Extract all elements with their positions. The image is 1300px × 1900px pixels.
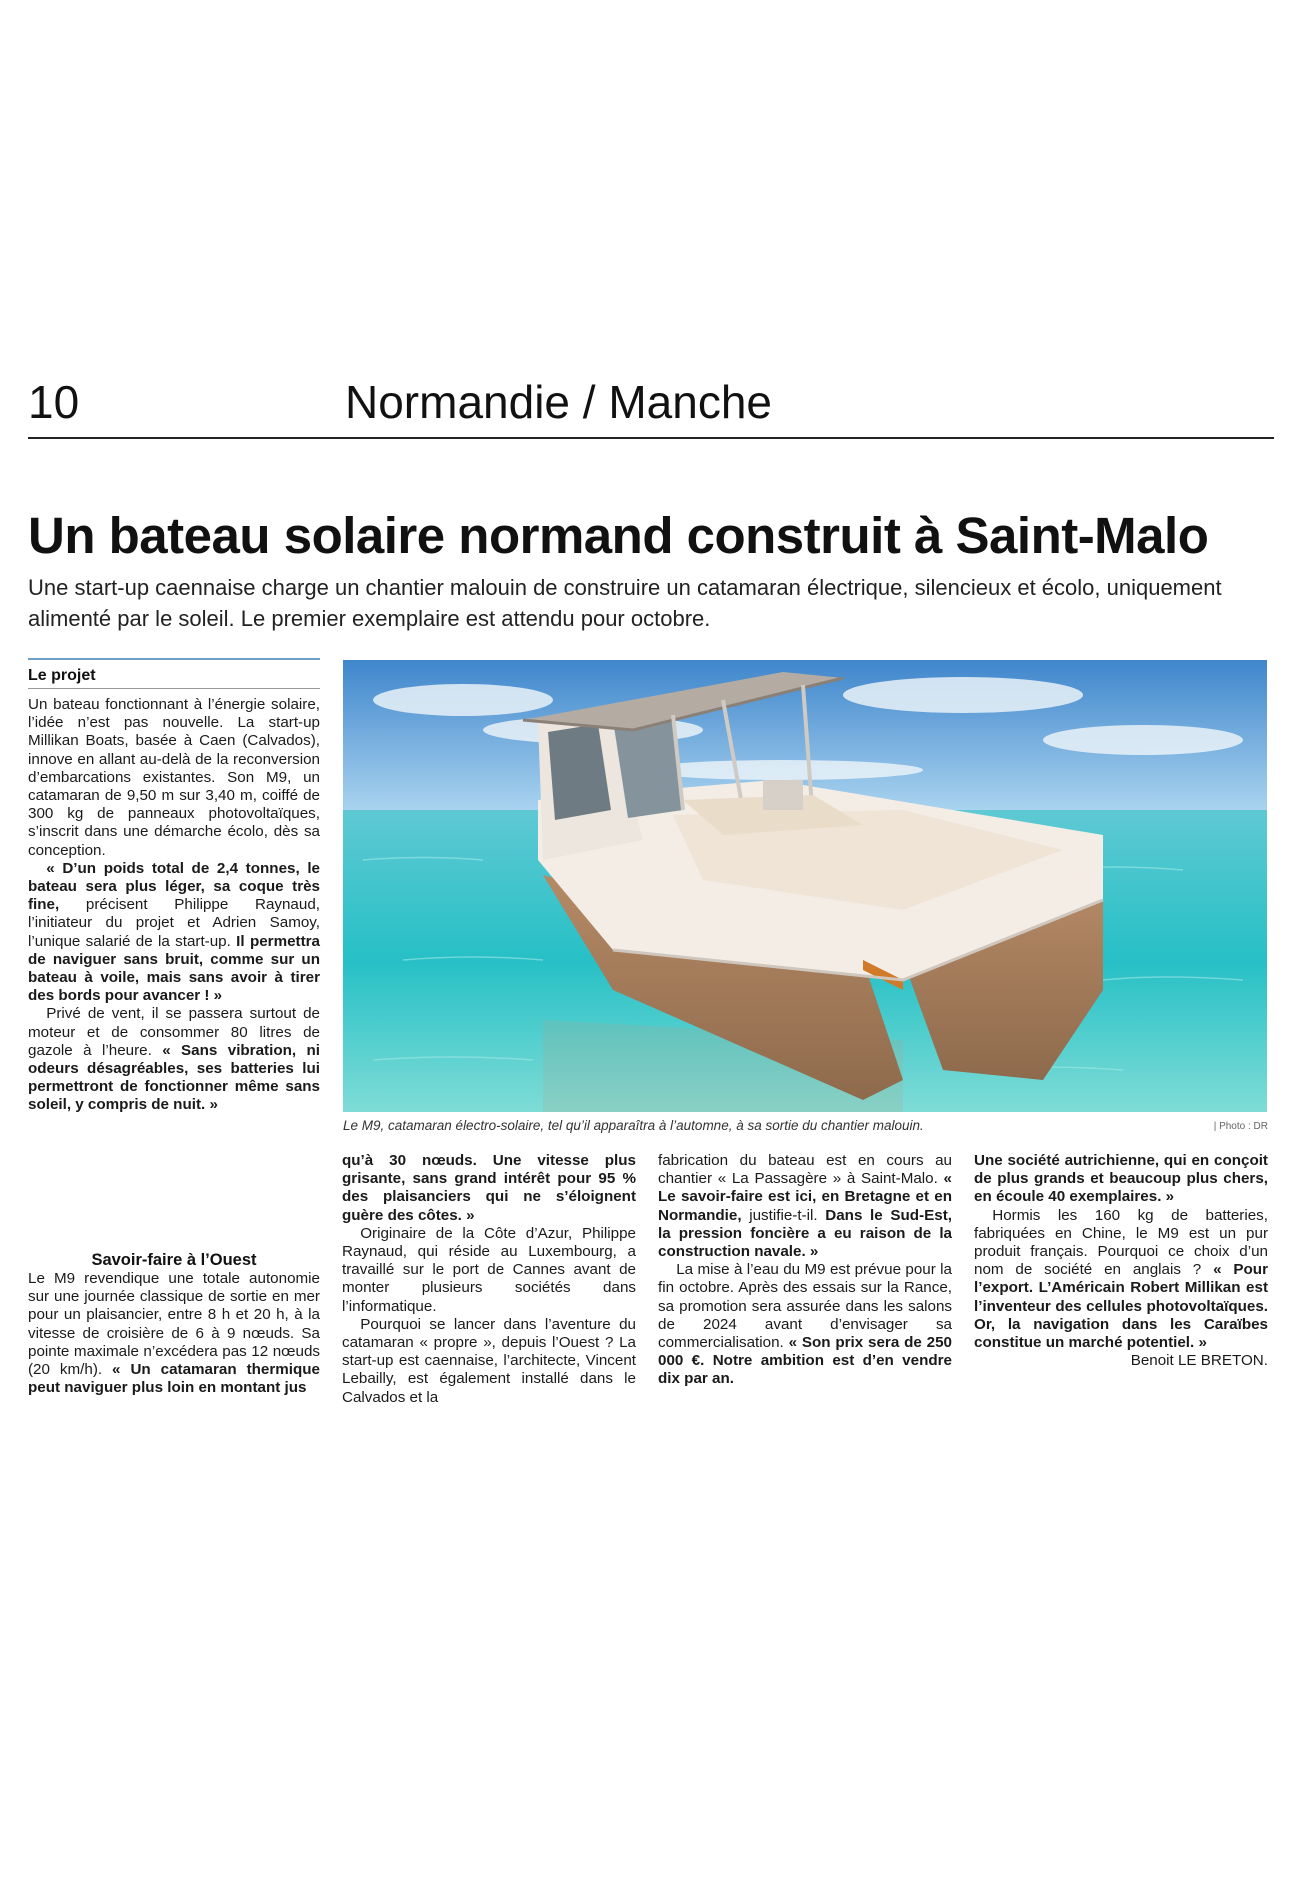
author-signature: Benoit LE BRETON. [1130, 1352, 1268, 1370]
quote-3a: « Un catamaran thermique peut naviguer plus loin en montant jus [28, 1361, 320, 1397]
text-11a: Hormis les 160 kg de batteries, fabriquées en Chine, le M9 est un pur produit français. Pourquoi ce choix d’un nom de société en anglais ? [974, 1206, 1268, 1279]
column-1-top [28, 696, 320, 1115]
quote-5a: « Son prix sera de 250 000 €. Notre ambition est d’en vendre dix par an. [658, 1334, 952, 1388]
quote-1b: Il permettra de naviguer sans bruit, comme sur un bateau à voile, mais sans avoir à tirer des bords pour avancer ! » [28, 932, 320, 1005]
quote-4b: Dans le Sud-Est, la pression foncière a eu raison de la construction navale. » [658, 1206, 952, 1261]
quote-5b: Une société autrichienne, qui en conçoit de plus grands et beaucoup plus chers, en écoule 40 exemplaires. » [974, 1152, 1268, 1206]
article-standfirst: Une start-up caennaise charge un chantier malouin de construire un catamaran électrique, silencieux et écolo, uniquement alimenté par le soleil. Le premier exemplaire est attendu pour octobre. [28, 575, 1222, 631]
paragraph-1: Un bateau fonctionnant à l’énergie solaire, l’idée n’est pas nouvelle. La start-up Millikan Boats, basée à Caen (Calvados), innove en allant au-delà de la reconversion d’embarcations existantes. Son M9, un catamaran de 9,50 m sur 3,40 m, coiffé de 300 kg de panneaux photovoltaïques, s’inscrit dans une démarche écolo, dès sa conception. [28, 696, 320, 859]
text-8a: fabrication du bateau est en cours au chantier « La Passagère » à Saint-Malo. [658, 1152, 952, 1188]
paragraph-3 [28, 1005, 320, 1114]
column-1-bottom [28, 1270, 320, 1397]
section-title: Normandie / Manche [345, 376, 772, 428]
box-top-rule [28, 658, 320, 660]
column-2 [342, 1152, 636, 1407]
subheading: Savoir-faire à l’Ouest [91, 1251, 257, 1269]
quote-3b: qu’à 30 nœuds. Une vitesse plus grisante, sans grand intérêt pour 95 % des plaisanciers qui ne s’éloignent guère des côtes. » [342, 1152, 636, 1224]
paragraph-9 [658, 1261, 952, 1388]
paragraph-5 [342, 1152, 636, 1225]
text-8b: justifie-t-il. [741, 1206, 826, 1224]
text-3a: Privé de vent, il se passera surtout de moteur et de consommer 80 litres de gazole à l’heure. [28, 1005, 320, 1059]
article-headline: Un bateau solaire normand construit à Saint-Malo [28, 507, 1209, 564]
header-rule [28, 437, 1274, 439]
quote-2: « Sans vibration, ni odeurs désagréables, ses batteries lui permettront de fonctionner même sans soleil, y compris de nuit. » [28, 1041, 320, 1114]
page-number: 10 [28, 376, 80, 428]
paragraph-6: Originaire de la Côte d’Azur, Philippe Raynaud, qui réside au Luxembourg, a travaillé sur le port de Cannes avant de monter plusieurs sociétés dans l’informatique. [342, 1224, 636, 1315]
paragraph-2 [28, 860, 320, 1006]
quote-1a: « D’un poids total de 2,4 tonnes, le bateau sera plus léger, sa coque très fine, [28, 859, 320, 914]
column-4 [974, 1152, 1268, 1370]
paragraph-7: Pourquoi se lancer dans l’aventure du catamaran « propre », depuis l’Ouest ? La start-up est caennaise, l’architecte, Vincent Lebailly, est également installé dans le Calvados et la [342, 1315, 636, 1406]
text-2a: précisent Philippe Raynaud, l’initiateur du projet et Adrien Samoy, l’unique salarié de la start-up. [28, 896, 320, 950]
box-title-rule [28, 688, 320, 689]
console [763, 780, 803, 810]
box-title: Le projet [28, 667, 96, 684]
paragraph-8 [658, 1152, 952, 1261]
photo-credit: | Photo : DR [1213, 1121, 1268, 1132]
text-4a: Le M9 revendique une totale autonomie sur une journée classique de sortie en mer pour un plaisancier, entre 8 h et 20 h, à la vitesse de croisière de 6 à 9 nœuds. Sa pointe maximale n’excédera pas 12 nœuds (20 km/h). [28, 1270, 320, 1379]
quote-6: « Pour l’export. L’Américain Robert Millikan est l’inventeur des cellules photovoltaïques. Or, la navigation dans les Caraïbes constitue un marché potentiel. » [974, 1261, 1268, 1352]
text-9a: La mise à l’eau du M9 est prévue pour la fin octobre. Après des essais sur la Rance, sa promotion sera assurée dans les salons de 2024 avant d’envisager sa commercialisation. [658, 1261, 952, 1352]
quote-4a: « Le savoir-faire est ici, en Bretagne et en Normandie, [658, 1170, 952, 1224]
photo-caption: Le M9, catamaran électro-solaire, tel qu’il apparaîtra à l’automne, à sa sortie du chantier malouin. [343, 1118, 924, 1133]
paragraph-10 [974, 1152, 1268, 1207]
paragraph-11 [974, 1207, 1268, 1353]
catamaran-photo [343, 660, 1267, 1112]
column-3 [658, 1152, 952, 1389]
paragraph-4 [28, 1270, 320, 1397]
